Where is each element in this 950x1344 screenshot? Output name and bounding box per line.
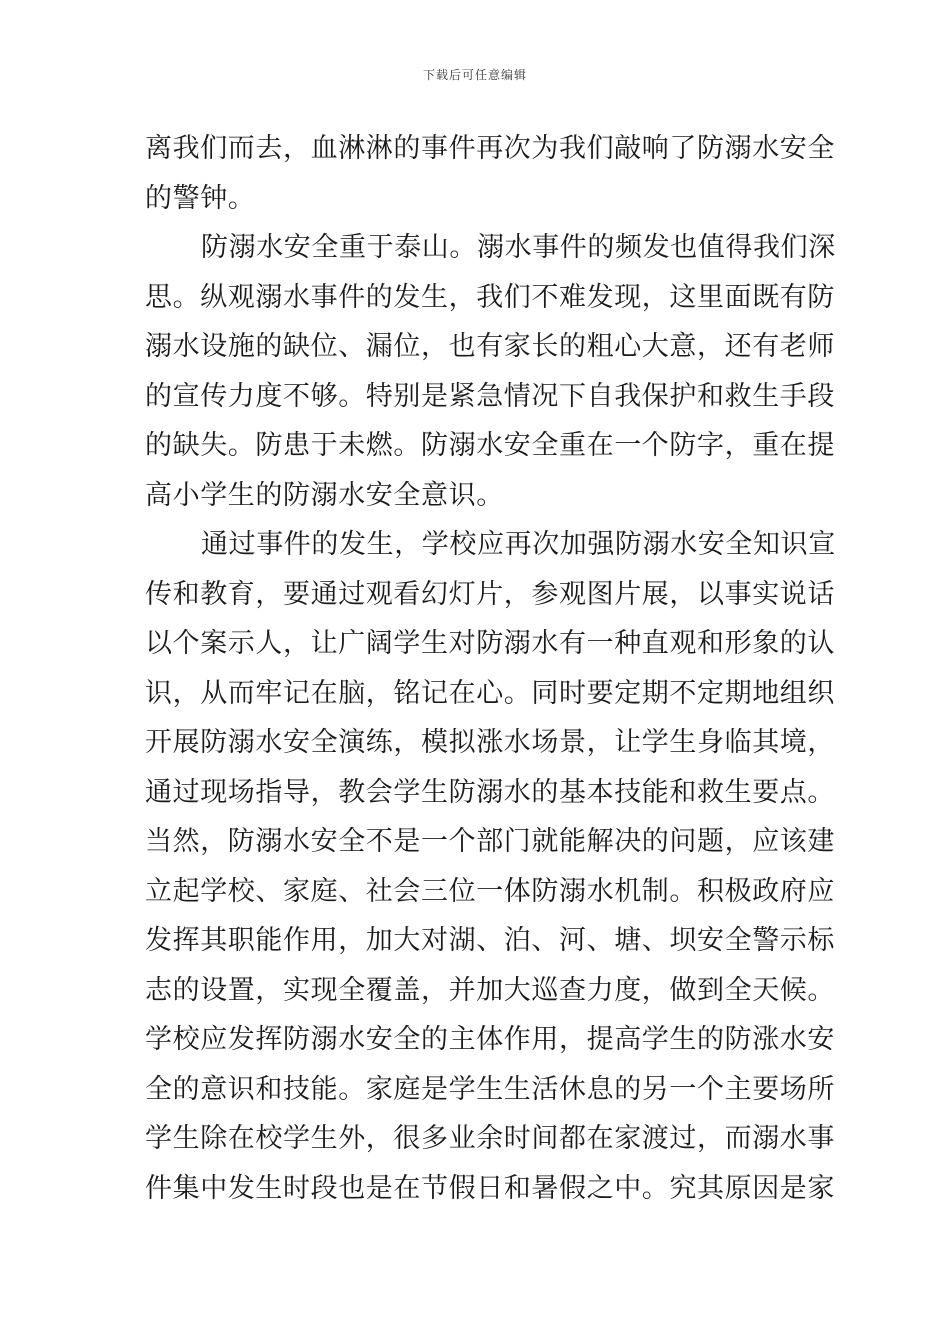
paragraph-first-line: 通过事件的发生，学校应再次加强防溺水安全知识宣 [201,529,836,560]
text-line: 传和教育，要通过观看幻灯片，参观图片展，以事实说话 [145,578,835,610]
text-line: 的缺失。防患于未燃。防溺水安全重在一个防字，重在提 [145,430,835,461]
paragraph-first-line: 防溺水安全重于泰山。溺水事件的频发也值得我们深 [201,232,836,263]
text-line: 当然，防溺水安全不是一个部门就能解决的问题，应该建 [145,826,835,857]
text-line: 识，从而牢记在脑，铭记在心。同时要定期不定期地组织 [145,677,835,709]
text-line: 学生除在校学生外，很多业余时间都在家渡过，而溺水事 [145,1123,835,1154]
text-line: 通过现场指导，教会学生防溺水的基本技能和救生要点。 [145,776,835,808]
text-line: 以个案示人，让广阔学生对防溺水有一种直观和形象的认 [145,628,835,659]
document-body [145,124,836,1213]
text-line: 志的设置，实现全覆盖，并加大巡查力度，做到全天候。 [145,974,835,1006]
text-line: 的警钟。 [145,182,256,214]
page-header: 下载后可任意编辑 [422,68,527,82]
text-line: 开展防溺水安全演练，模拟涨水场景，让学生身临其境， [145,727,835,758]
text-line: 思。纵观溺水事件的发生，我们不难发现，这里面既有防 [145,281,835,313]
text-line: 学校应发挥防溺水安全的主体作用，提高学生的防涨水安 [145,1024,835,1055]
text-line: 件集中发生时段也是在节假日和暑假之中。究其原因是家 [145,1172,835,1204]
text-line: 离我们而去，血淋淋的事件再次为我们敲响了防溺水安全 [145,133,835,164]
text-line: 的宣传力度不够。特别是紧急情况下自我保护和救生手段 [145,380,835,412]
text-line: 高小学生的防溺水安全意识。 [145,479,504,511]
text-line: 发挥其职能作用，加大对湖、泊、河、塘、坝安全警示标 [145,925,835,956]
text-line: 全的意识和技能。家庭是学生生活休息的另一个主要场所 [145,1073,835,1105]
text-line: 溺水设施的缺位、漏位，也有家长的粗心大意，还有老师 [145,331,835,362]
text-line: 立起学校、家庭、社会三位一体防溺水机制。积极政府应 [145,875,835,907]
